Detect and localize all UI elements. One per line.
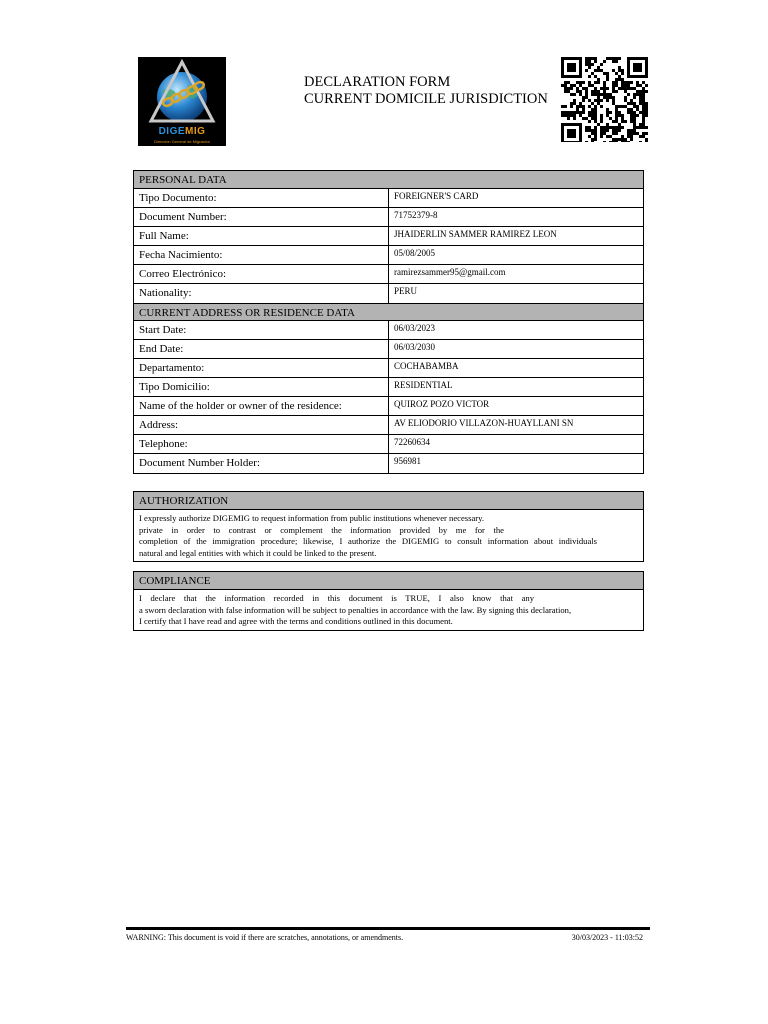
compliance-text xyxy=(134,590,643,630)
table-row xyxy=(134,435,643,454)
field-value: COCHABAMBA xyxy=(394,361,459,371)
text-line: I certify that I have read and agree with the terms and conditions outlined in this document. xyxy=(139,616,453,626)
personal-data-heading: PERSONAL DATA xyxy=(134,171,643,189)
field-label: Departamento: xyxy=(134,359,389,377)
field-value: JHAIDERLIN SAMMER RAMIREZ LEON xyxy=(394,229,557,239)
table-row xyxy=(134,227,643,246)
table-row xyxy=(134,246,643,265)
field-value: 72260634 xyxy=(394,437,430,447)
text-line: I expressly authorize DIGEMIG to request information from public institutions whenever necessary. xyxy=(139,513,485,523)
text-line: private in order to contrast or complement the information provided by me for the xyxy=(139,524,504,535)
field-value: PERU xyxy=(394,286,418,296)
field-label: Start Date: xyxy=(134,321,389,339)
field-value: AV ELIODORIO VILLAZON-HUAYLLANI SN xyxy=(394,418,574,428)
footer-timestamp: 30/03/2023 - 11:03:52 xyxy=(571,933,643,942)
compliance-section xyxy=(133,571,644,631)
title-line-2: CURRENT DOMICILE JURISDICTION xyxy=(304,91,548,107)
table-row xyxy=(134,359,643,378)
qr-code xyxy=(561,57,649,142)
table-row xyxy=(134,454,643,473)
table-row xyxy=(134,397,643,416)
text-line: I declare that the information recorded in this document is TRUE, I also know that any xyxy=(139,593,534,603)
field-label: Full Name: xyxy=(134,227,389,245)
field-label: End Date: xyxy=(134,340,389,358)
field-value: 06/03/2030 xyxy=(394,342,436,352)
table-row xyxy=(134,265,643,284)
address-data-heading: CURRENT ADDRESS OR RESIDENCE DATA xyxy=(134,303,643,321)
footer-warning: WARNING: This document is void if there are scratches, annotations, or amendments. xyxy=(126,933,404,942)
field-value: ramirezsammer95@gmail.com xyxy=(394,267,506,277)
qr-code-image xyxy=(561,57,649,142)
field-label: Telephone: xyxy=(134,435,389,453)
field-value: 06/03/2023 xyxy=(394,323,436,333)
title-line-1: DECLARATION FORM xyxy=(304,74,451,90)
field-label: Address: xyxy=(134,416,389,434)
authorization-text xyxy=(134,510,643,561)
authorization-section xyxy=(133,491,644,562)
field-value: 05/08/2005 xyxy=(394,248,436,258)
table-row xyxy=(134,321,643,340)
compliance-heading: COMPLIANCE xyxy=(134,572,643,590)
field-label: Name of the holder or owner of the residence: xyxy=(134,397,389,415)
field-value: QUIROZ POZO VICTOR xyxy=(394,399,490,409)
field-label: Nationality: xyxy=(134,284,389,303)
table-row xyxy=(134,284,643,303)
table-row xyxy=(134,208,643,227)
logo-wordmark: DIGEMIG xyxy=(158,126,206,137)
field-label: Document Number: xyxy=(134,208,389,226)
table-row xyxy=(134,340,643,359)
field-label: Correo Electrónico: xyxy=(134,265,389,283)
field-value: 71752379-8 xyxy=(394,210,438,220)
personal-and-address-section xyxy=(133,170,644,474)
digemig-logo xyxy=(138,57,226,146)
text-line: natural and legal entities with which it could be linked to the present. xyxy=(139,547,377,558)
field-label: Tipo Domicilio: xyxy=(134,378,389,396)
authorization-heading: AUTHORIZATION xyxy=(134,492,643,510)
field-label: Fecha Nacimiento: xyxy=(134,246,389,264)
table-row xyxy=(134,189,643,208)
field-label: Tipo Documento: xyxy=(134,189,389,207)
field-value: 956981 xyxy=(394,456,421,466)
document-title xyxy=(304,74,548,108)
footer-divider xyxy=(126,927,650,930)
field-label: Document Number Holder: xyxy=(134,454,389,473)
text-line: a sworn declaration with false information will be subject to penalties in accordance with the law. By signing this declaration, xyxy=(139,604,572,615)
logo-subtitle: Dirección General de Migración xyxy=(153,139,211,144)
text-line: completion of the immigration procedure; likewise, I authorize the DIGEMIG to consult information about individuals xyxy=(139,536,597,546)
field-value: FOREIGNER'S CARD xyxy=(394,191,479,201)
table-row xyxy=(134,378,643,397)
field-value: RESIDENTIAL xyxy=(394,380,453,390)
table-row xyxy=(134,416,643,435)
